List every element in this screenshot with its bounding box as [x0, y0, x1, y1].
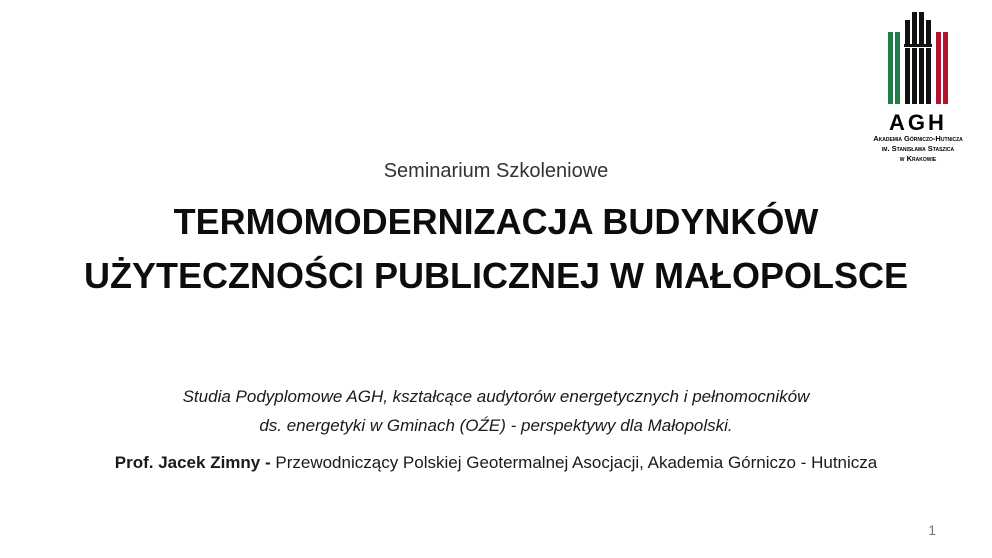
slide-description	[0, 382, 992, 440]
logo-subline-2: im. Stanisława Staszica	[881, 144, 955, 153]
slide-subtitle: Seminarium Szkoleniowe	[383, 160, 609, 182]
page-number: 1	[928, 522, 936, 538]
author-line	[0, 451, 992, 475]
author-name: Prof. Jacek Zimny -	[114, 453, 271, 472]
slide-title-line-2: UŻYTECZNOŚCI PUBLICZNEJ W MAŁOPOLSCE	[83, 255, 908, 296]
agh-emblem-icon	[886, 10, 950, 108]
description-line-2: ds. energetyki w Gminach (OŹE) - perspektywy dla Małopolski.	[259, 416, 733, 435]
description-line-1: Studia Podyplomowe AGH, kształcące audytorów energetycznych i pełnomocników	[182, 387, 810, 406]
slide-title	[0, 195, 992, 303]
author-affiliation: Przewodniczący Polskiej Geotermalnej Asocjacji, Akademia Górniczo - Hutnicza	[270, 453, 878, 472]
agh-logo	[852, 10, 984, 180]
slide-title-line-1: TERMOMODERNIZACJA BUDYNKÓW	[173, 201, 819, 242]
logo-acronym: AGH	[889, 110, 947, 135]
logo-subline-3: w Krakowie	[899, 154, 937, 163]
logo-subline-1: Akademia Górniczo-Hutnicza	[873, 134, 963, 143]
